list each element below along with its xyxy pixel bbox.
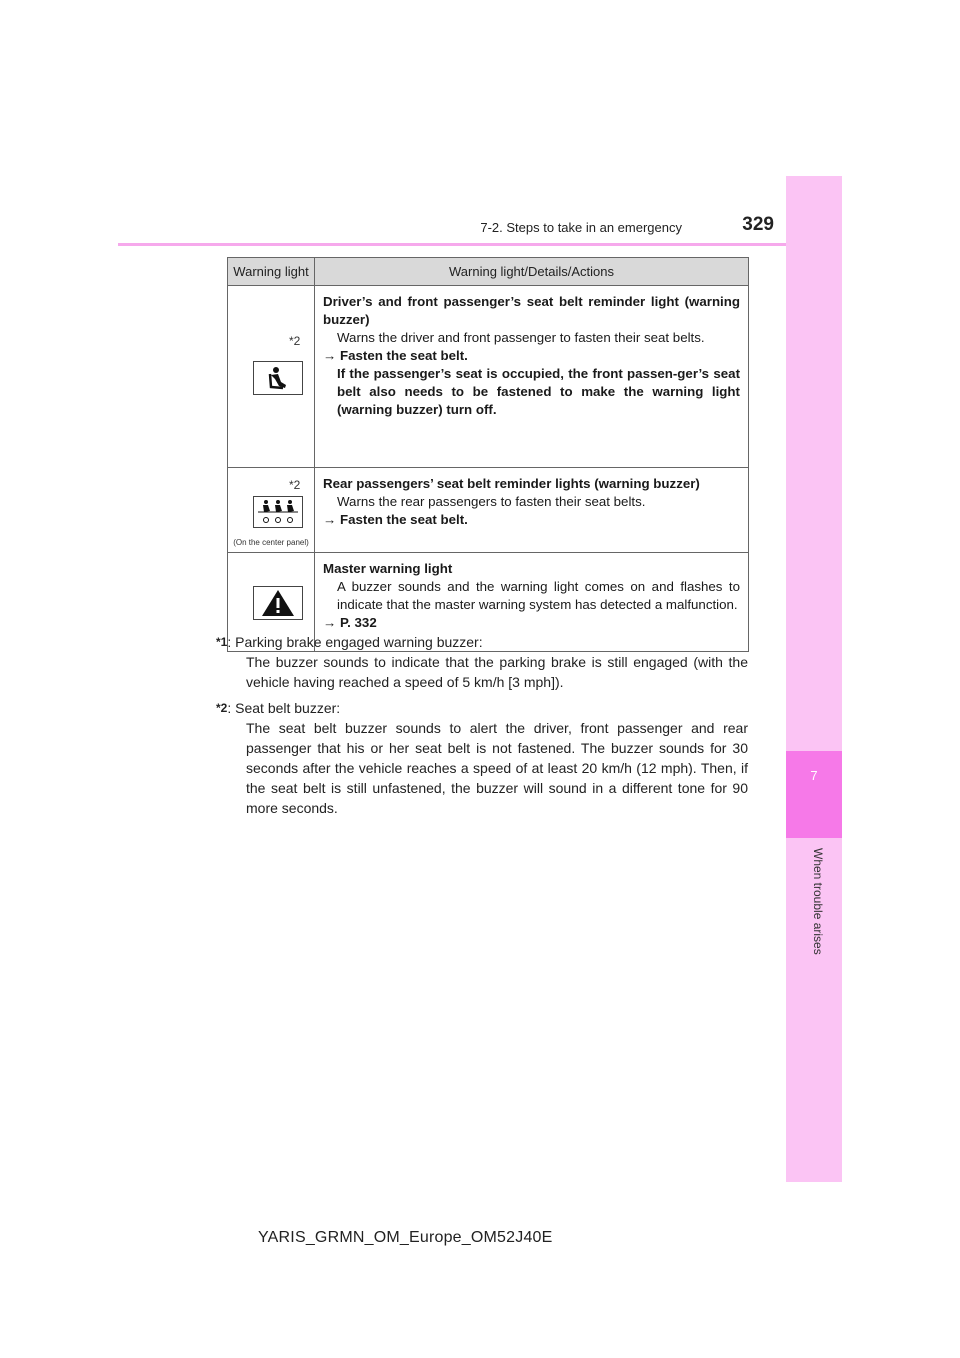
document-id: YARIS_GRMN_OM_Europe_OM52J40E	[258, 1229, 553, 1246]
section-title: 7-2. Steps to take in an emergency	[480, 220, 682, 235]
footnote-mark: *2	[216, 701, 228, 715]
chapter-number: 7	[810, 768, 818, 783]
warning-title: Master warning light	[323, 561, 453, 576]
chapter-title: When trouble arises	[811, 848, 825, 955]
details-cell	[315, 286, 749, 468]
table-row	[228, 468, 749, 553]
warning-action: → P. 332	[323, 615, 377, 630]
warning-action: → Fasten the seat belt.	[323, 348, 468, 363]
footnote-text: The buzzer sounds to indicate that the parking brake is still engaged (with the vehicle having reached a speed of 5 km/h [3 mph]).	[246, 654, 748, 690]
footnote-mark: *1	[216, 635, 228, 649]
footnote-label: : Parking brake engaged warning buzzer:	[227, 634, 483, 650]
warning-details: Warns the driver and front passenger to fasten their seat belts.	[337, 330, 705, 345]
warning-extra: If the passenger’s seat is occupied, the front passen-ger’s seat belt also needs to be fastened to make the warning light (warning buzzer) turn off.	[337, 366, 740, 417]
footnote-label: : Seat belt buzzer:	[227, 700, 341, 716]
warning-title: Rear passengers’ seat belt reminder lights (warning buzzer)	[323, 476, 700, 491]
column-header-warning-light: Warning light	[228, 258, 315, 286]
table-header-row	[228, 258, 749, 286]
warning-details: A buzzer sounds and the warning light comes on and flashes to indicate that the master warning system has detected a malfunction.	[337, 579, 740, 612]
seat-belt-reminder-icon	[253, 361, 303, 395]
footnote	[216, 698, 748, 818]
icon-cell	[228, 286, 315, 468]
warning-action: → Fasten the seat belt.	[323, 512, 468, 527]
warning-title: Driver’s and front passenger’s seat belt reminder light (warning buzzer)	[323, 294, 740, 327]
icon-cell	[228, 468, 315, 553]
panel-location-label: (On the center panel)	[233, 538, 309, 547]
footnote-text: The seat belt buzzer sounds to alert the driver, front passenger and rear passenger that his or her seat belt is not fastened. The buzzer sounds for 30 seconds after the vehicle reaches a speed of at least 20 km/h (12 mph). Then, if the seat belt is still unfastened, the buzzer will sound in a different tone for 90 more seconds.	[246, 720, 748, 816]
chapter-side-tab	[786, 176, 842, 1182]
page-number: 329	[742, 214, 774, 235]
footnote	[216, 632, 748, 692]
warning-light-table	[227, 257, 749, 652]
master-warning-icon	[253, 586, 303, 620]
rear-seat-belt-reminder-icon	[253, 496, 303, 528]
note-mark: *2	[289, 478, 301, 492]
note-mark: *2	[289, 334, 301, 348]
table-row	[228, 286, 749, 468]
warning-details: Warns the rear passengers to fasten their seat belts.	[337, 494, 646, 509]
chapter-number-tab	[786, 751, 842, 838]
details-cell	[315, 468, 749, 553]
column-header-details: Warning light/Details/Actions	[315, 258, 749, 286]
header-divider	[118, 243, 786, 246]
